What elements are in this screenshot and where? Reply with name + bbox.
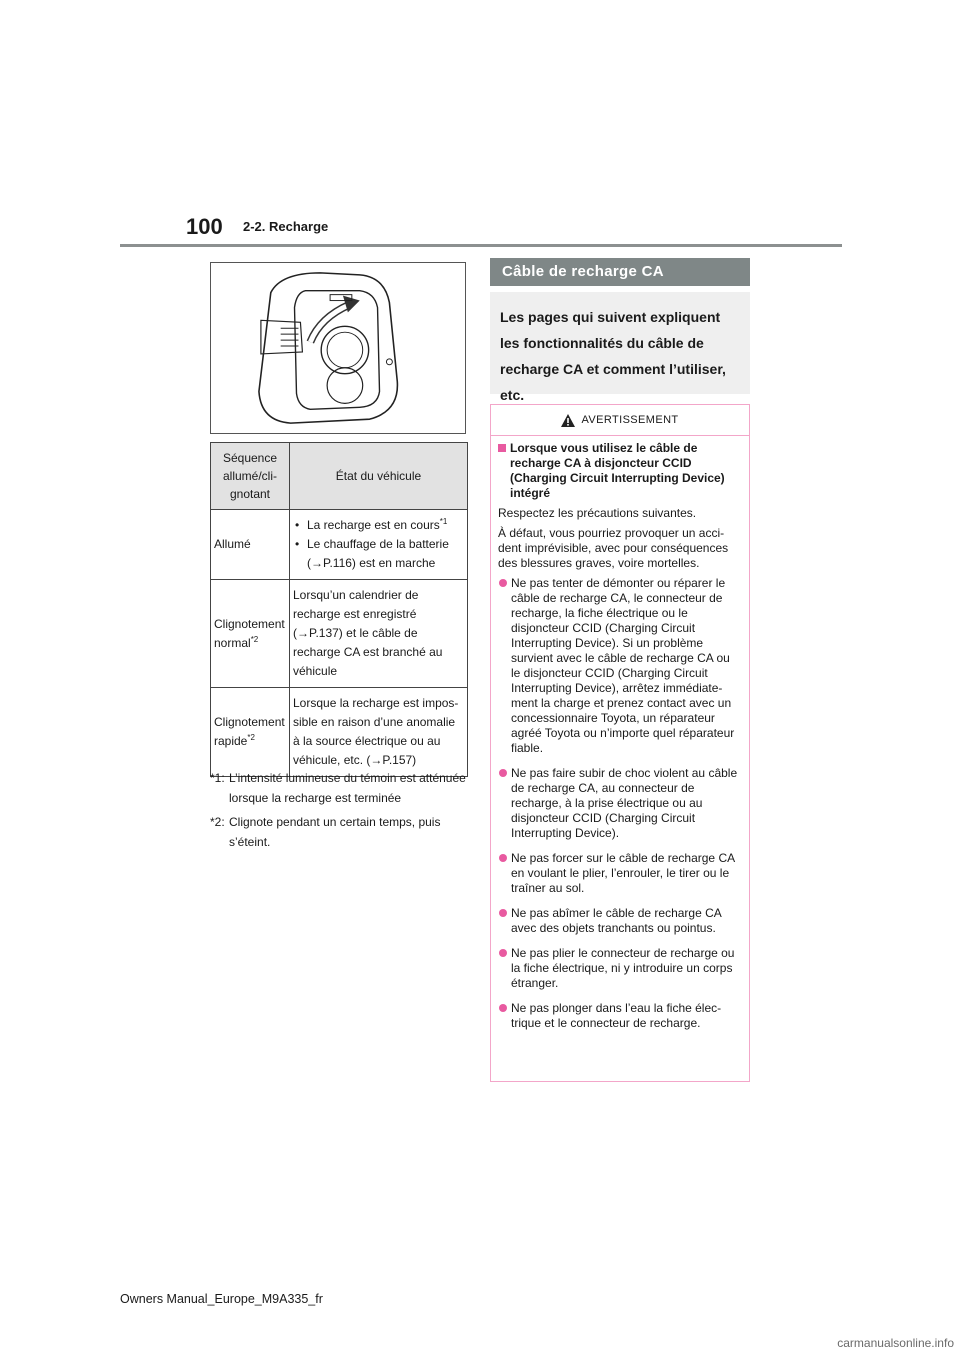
circle-bullet-icon xyxy=(499,1004,507,1012)
intro-box: Les pages qui suivent expliquent les fonctionnalités du câble de recharge CA et comment l’utiliser, etc. xyxy=(490,292,750,394)
footnotes xyxy=(210,768,472,856)
table-row xyxy=(211,510,468,580)
state-cell: Allumé xyxy=(211,510,290,580)
circle-bullet-icon xyxy=(499,909,507,917)
list-item: Ne pas abîmer le câble de recharge CA avec des objets tranchants ou pointus. xyxy=(498,906,742,936)
warning-text: Respectez les précautions suivantes. xyxy=(498,506,697,520)
state-cell: Clignotement rapide$^{*2}$ xyxy=(211,688,290,777)
warning-text: À défaut, vous pourriez provoquer un accident imprévisible, avec pour conséquences des blessures graves, voire mortelles. xyxy=(498,526,729,570)
footnote: *2: Clignote pendant un certain temps, puis s’éteint. xyxy=(210,815,441,849)
col-header-sequence: Séquence allumé/clignotant xyxy=(211,443,290,510)
status-table xyxy=(210,442,468,777)
circle-bullet-icon xyxy=(499,769,507,777)
table-row xyxy=(211,580,468,688)
warning-triangle-icon xyxy=(561,414,575,427)
page-number: 100 xyxy=(186,214,223,239)
list-item: Ne pas plonger dans l’eau la fiche électrique et le connecteur de recharge. xyxy=(498,1001,742,1031)
warning-label: AVERTISSEMENT xyxy=(581,413,679,426)
circle-bullet-icon xyxy=(499,949,507,957)
warning-title: Lorsque vous utilisez le câble de recharge CA à disjoncteur CCID (Charging Circuit Interrupting Device) intégré xyxy=(498,441,742,501)
list-item: Ne pas faire subir de choc violent au câble de recharge CA, au connecteur de recharge, à la prise électrique ou au disjoncteur CCID (Charging Circuit Interrupting Device). xyxy=(498,766,742,841)
description-cell: Lorsqu’un calendrier de recharge est enregistré (→P.137) et le câble de recharge CA est branché au véhicule xyxy=(290,580,468,688)
state-cell: Clignotement normal$^{*2}$ xyxy=(211,580,290,688)
header-rule xyxy=(120,244,842,247)
charging-port-drawing xyxy=(211,263,465,433)
square-bullet-icon xyxy=(498,444,506,452)
list-item: • La recharge est en cours$^{*1}$ xyxy=(293,516,464,535)
charging-port-illustration xyxy=(210,262,466,434)
col-header-vehicle-state: État du véhicule xyxy=(290,443,468,510)
list-item: Ne pas forcer sur le câble de recharge CA en voulant le plier, l’enrouler, le tirer ou le traîner au sol. xyxy=(498,851,742,896)
description-cell: Lorsque la recharge est impossible en raison d’une anomalie à la source électrique ou au véhicule, etc. (→P.157) xyxy=(290,688,468,777)
description-cell xyxy=(290,510,468,580)
list-item: • Le chauffage de la batterie (→P.116) est en marche xyxy=(293,535,464,573)
list-item: Ne pas plier le connecteur de recharge ou la fiche électrique, ni y introduire un corps étranger. xyxy=(498,946,742,991)
section-heading: Câble de recharge CA xyxy=(490,258,750,286)
warning-header xyxy=(491,405,749,436)
circle-bullet-icon xyxy=(499,579,507,587)
footer-text: Owners Manual_Europe_M9A335_fr xyxy=(120,1292,323,1306)
warning-box xyxy=(490,404,750,1082)
watermark: carmanualsonline.info xyxy=(837,1336,954,1350)
list-item: Ne pas tenter de démonter ou réparer le câble de recharge CA, le connecteur de recharge, la fiche électrique ou le disjoncteur CCID (Charging Circuit Interrupting Device). Si un problème survient avec le câble de recharge CA ou le disjoncteur CCID (Charging Circuit Interrupting Device), arrêtez immédiatement la charge et prenez contact avec un concessionnaire Toyota, un réparateur agréé Toyota ou n’importe quel réparateur fiable. xyxy=(498,576,742,756)
footnote: *1: L’intensité lumineuse du témoin est atténuée lorsque la recharge est terminée xyxy=(210,771,466,805)
section-title: 2-2. Recharge xyxy=(243,219,329,234)
table-row xyxy=(211,688,468,777)
circle-bullet-icon xyxy=(499,854,507,862)
